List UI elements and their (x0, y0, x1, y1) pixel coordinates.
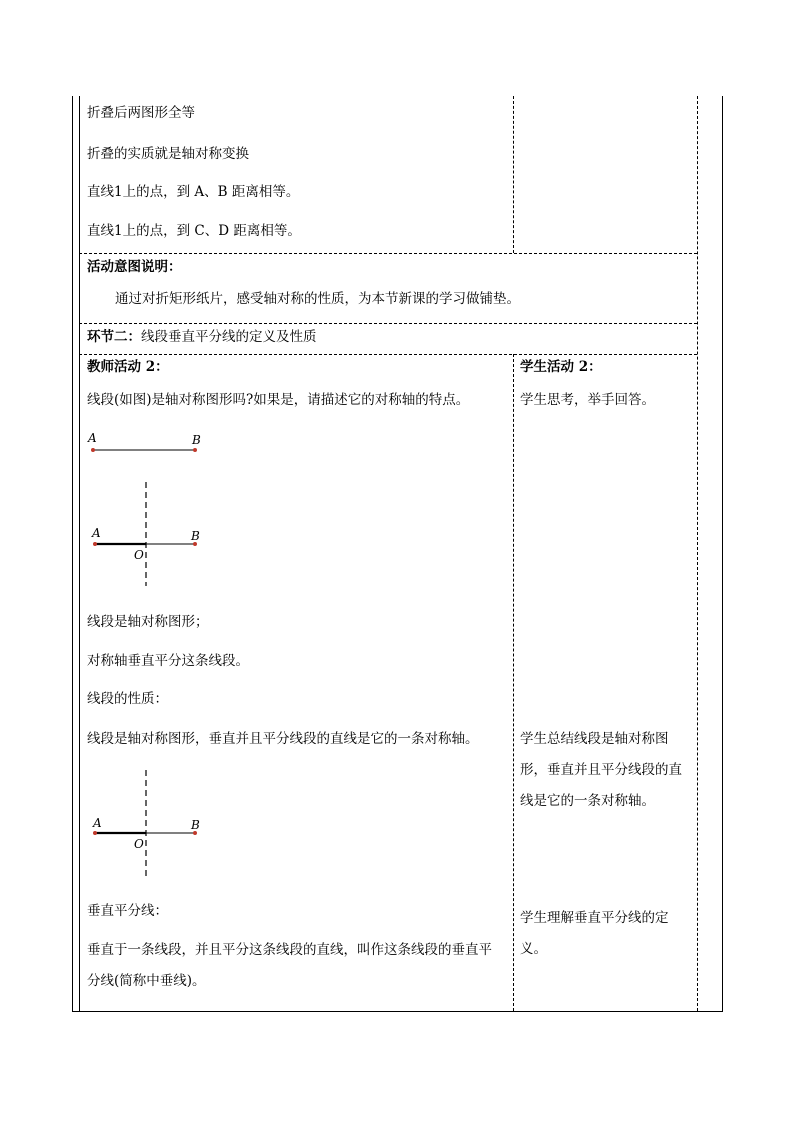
right-col-divider (697, 96, 698, 1011)
intent-text: 通过对折矩形纸片，感受轴对称的性质，为本节新课的学习做铺垫。 (115, 291, 520, 307)
answer-2: 对称轴垂直平分这条线段。 (87, 653, 249, 669)
segment-figure-1 (84, 425, 214, 460)
label-b: B (191, 818, 200, 832)
section2-title-bold: 环节二： (87, 329, 141, 345)
student-heading: 学生活动 2： (520, 359, 602, 375)
top-line-3: 直线1上的点，到 A、B 距离相等。 (87, 184, 300, 200)
table-bottom-border (72, 1011, 723, 1012)
point-a (91, 448, 95, 452)
col-divider-top (513, 96, 514, 253)
answer-1: 线段是轴对称图形； (87, 614, 209, 630)
intent-heading: 活动意图说明： (87, 259, 182, 275)
student-response-1: 学生思考，举手回答。 (520, 392, 655, 408)
teacher-question: 线段(如图)是轴对称图形吗?如果是，请描述它的对称轴的特点。 (87, 392, 470, 408)
definition-heading: 垂直平分线： (87, 903, 168, 919)
table-left-border (72, 96, 73, 1011)
row-divider-1 (79, 253, 697, 254)
section2-title-rest: 线段垂直平分线的定义及性质 (141, 329, 317, 345)
label-o: O (134, 548, 144, 562)
label-a: A (88, 431, 97, 445)
point-a (93, 831, 97, 835)
segment-figure-3 (84, 768, 214, 878)
label-a: A (93, 816, 102, 830)
definition-text-2: 分线(简称中垂线)。 (87, 973, 206, 989)
label-b: B (192, 433, 201, 447)
student-response-3-line-2: 义。 (520, 941, 547, 957)
table-right-border (722, 96, 723, 1011)
top-line-2: 折叠的实质就是轴对称变换 (87, 146, 249, 162)
property-text: 线段是轴对称图形，垂直并且平分线段的直线是它的一条对称轴。 (87, 731, 479, 747)
top-line-4: 直线1上的点，到 C、D 距离相等。 (87, 223, 301, 239)
segment-figure-2 (84, 480, 214, 590)
row-divider-2 (79, 323, 697, 324)
definition-text-1: 垂直于一条线段，并且平分这条线段的直线，叫作这条线段的垂直平 (87, 942, 492, 958)
student-response-2-line-3: 线是它的一条对称轴。 (520, 793, 655, 809)
property-heading: 线段的性质： (87, 691, 168, 707)
student-response-2-line-1: 学生总结线段是轴对称图 (520, 731, 669, 747)
point-a (93, 542, 97, 546)
teacher-heading: 教师活动 2： (87, 359, 169, 375)
label-a: A (92, 526, 101, 540)
point-b (193, 448, 197, 452)
top-line-1: 折叠后两图形全等 (87, 105, 195, 121)
table-inner-left-border (79, 96, 80, 1011)
section2-title (87, 328, 317, 346)
student-response-3-line-1: 学生理解垂直平分线的定 (520, 910, 669, 926)
label-b: B (191, 529, 200, 543)
label-o: O (134, 837, 144, 851)
student-response-2-line-2: 形，垂直并且平分线段的直 (520, 762, 682, 778)
row-divider-3 (79, 354, 697, 355)
col-divider-bottom (513, 354, 514, 1011)
